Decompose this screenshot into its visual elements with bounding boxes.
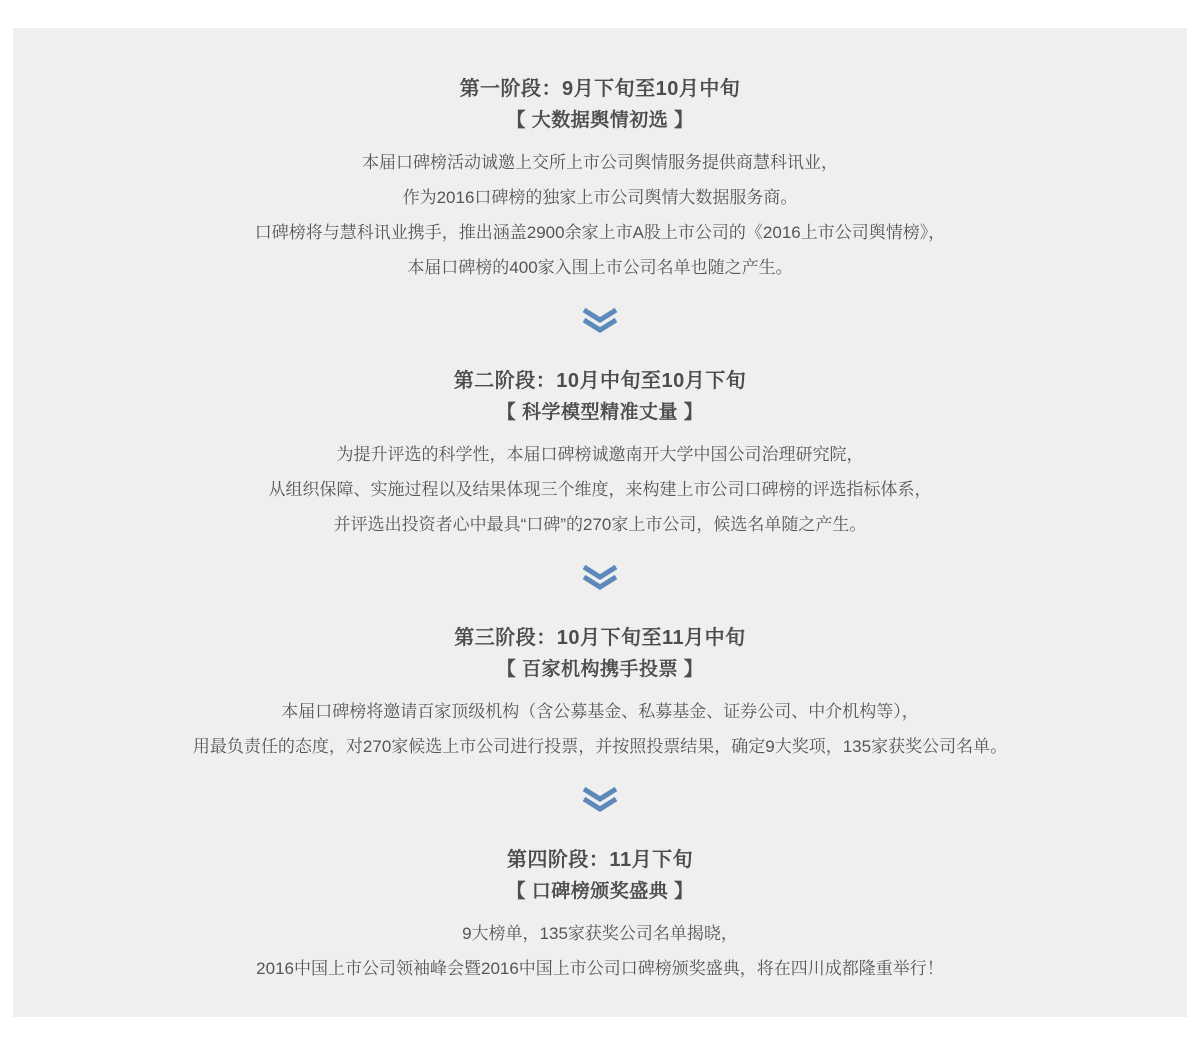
stage-text-line: 为提升评选的科学性，本届口碑榜诚邀南开大学中国公司治理研究院，	[336, 445, 864, 464]
stage-text-line: 本届口碑榜的400家入围上市公司名单也随之产生。	[407, 258, 793, 277]
stage-section	[13, 78, 1187, 285]
stage-title: 第四阶段：11月下旬	[506, 849, 694, 871]
stage-text-line: 2016中国上市公司领袖峰会暨2016中国上市公司口碑榜颁奖盛典，将在四川成都隆重举行！	[256, 959, 944, 978]
stage-section	[13, 627, 1187, 764]
stage-section	[13, 849, 1187, 986]
stage-text-line: 从组织保障、实施过程以及结果体现三个维度，来构建上市公司口碑榜的评选指标体系，	[268, 480, 932, 499]
stage-text-line: 本届口碑榜活动诚邀上交所上市公司舆情服务提供商慧科讯业，	[362, 153, 838, 172]
stage-text-line: 9大榜单，135家获奖公司名单揭晓，	[462, 924, 738, 943]
stage-title: 第二阶段：10月中旬至10月下旬	[453, 370, 747, 392]
stage-text-line: 本届口碑榜将邀请百家顶级机构（含公募基金、私募基金、证券公司、中介机构等），	[281, 702, 919, 721]
stage-title: 第三阶段：10月下旬至11月中旬	[454, 627, 746, 649]
stage-title: 第一阶段：9月下旬至10月中旬	[459, 78, 741, 100]
stage-text-line: 作为2016口碑榜的独家上市公司舆情大数据服务商。	[402, 188, 798, 207]
double-chevron-down-icon	[581, 564, 619, 591]
stage-subtitle: 【 大数据舆情初选 】	[506, 110, 694, 131]
stage-text-line: 口碑榜将与慧科讯业携手，推出涵盖2900余家上市A股上市公司的《2016上市公司舆情榜》，	[254, 223, 946, 242]
stage-subtitle: 【 科学模型精准丈量 】	[496, 402, 704, 423]
stage-body	[13, 916, 1187, 986]
stages-container	[13, 78, 1187, 986]
stage-subtitle: 【 百家机构携手投票 】	[496, 659, 704, 680]
stage-body	[13, 437, 1187, 542]
stage-body	[13, 145, 1187, 285]
double-chevron-down-icon	[581, 307, 619, 334]
timeline-panel	[13, 28, 1187, 1017]
stage-subtitle: 【 口碑榜颁奖盛典 】	[506, 881, 694, 902]
stage-body	[13, 694, 1187, 764]
double-chevron-down-icon	[581, 786, 619, 813]
stage-section	[13, 370, 1187, 542]
stage-text-line: 并评选出投资者心中最具“口碑”的270家上市公司，候选名单随之产生。	[333, 515, 867, 534]
stage-text-line: 用最负责任的态度，对270家候选上市公司进行投票，并按照投票结果，确定9大奖项，135家获奖公司名单。	[192, 737, 1008, 756]
